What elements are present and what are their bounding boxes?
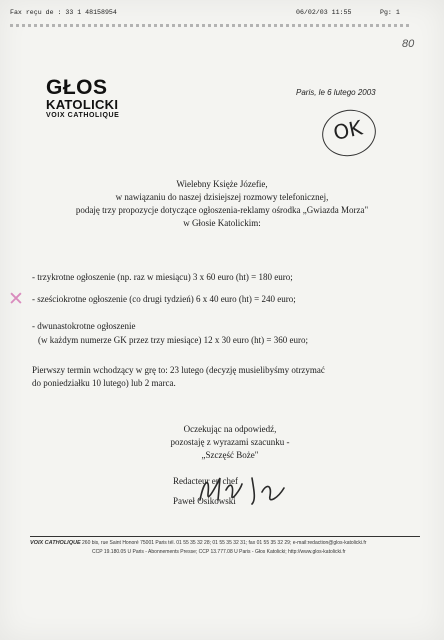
option-3-detail: (w każdym numerze GK przez trzy miesiące) 12 x 30 euro (ht) = 360 euro; <box>38 335 308 345</box>
signer-name: Paweł Osikowski <box>173 496 236 506</box>
intro-line-2: podaję trzy propozycje dotyczące ogłoszenia-reklamy ośrodka „Gwiazda Morza" <box>75 205 369 215</box>
logo-title: GŁOS <box>46 76 108 99</box>
margin-note: 80 <box>402 38 415 50</box>
closing-line-1: Oczekując na odpowiedź, <box>183 424 277 434</box>
logo-tagline: VOIX CATHOLIQUE <box>46 112 120 119</box>
fax-page-number: Pg: 1 <box>380 9 400 16</box>
footer-line-2: CCP 19.180.05 U Paris - Abonnements Presse; CCP 13.777.08 U Paris - Głos Katolicki; http://www.glos-katolicki.fr <box>92 549 346 555</box>
closing-line-3: „Szczęść Boże" <box>201 450 259 460</box>
option-1: - trzykrotne ogłoszenie (np. raz w miesiącu) 3 x 60 euro (ht) = 180 euro; <box>32 272 293 282</box>
footer-address: 260 bis, rue Saint Honoré 75001 Paris tél. 01 55 35 32 28; 01 55 35 32 31; fax 01 55 35 32 29; e-mail:redaction@glos-katolicki.fr <box>82 540 367 546</box>
signer-title: Redacteur en chef <box>173 476 238 486</box>
first-term-line-2: do poniedziałku 10 lutego) lub 2 marca. <box>32 378 176 388</box>
publication-logo <box>46 78 126 120</box>
handwritten-signature <box>192 470 302 510</box>
fax-scan-strip <box>10 24 410 27</box>
option-2: - sześciokrotne ogłoszenie (co drugi tydzień) 6 x 40 euro (ht) = 240 euro; <box>32 294 296 304</box>
salutation: Wielebny Księże Józefie, <box>176 179 268 189</box>
footer-line-1 <box>30 540 366 546</box>
ok-stamp <box>318 105 380 161</box>
first-term-line-1: Pierwszy termin wchodzący w grę to: 23 lutego (decyzję musielibyśmy otrzymać <box>32 365 325 375</box>
ok-stamp-text: OK <box>331 115 365 145</box>
footer-brand: VOIX CATHOLIQUE <box>30 540 81 546</box>
intro-line-3: w Głosie Katolickim: <box>183 218 261 228</box>
fax-header <box>0 9 444 21</box>
fax-datetime: 06/02/03 11:55 <box>296 9 352 16</box>
fax-sender: Fax reçu de : 33 1 48158954 <box>10 9 117 16</box>
option-3: - dwunastokrotne ogłoszenie <box>32 321 136 331</box>
footer-rule <box>30 536 420 537</box>
place-date: Paris, le 6 lutego 2003 <box>296 88 376 97</box>
logo-subtitle: KATOLICKI <box>46 97 119 112</box>
intro-line-1: w nawiązaniu do naszej dzisiejszej rozmowy telefonicznej, <box>115 192 329 202</box>
closing-line-2: pozostaję z wyrazami szacunku - <box>170 437 290 447</box>
pink-x-mark: ✕ <box>8 288 24 310</box>
